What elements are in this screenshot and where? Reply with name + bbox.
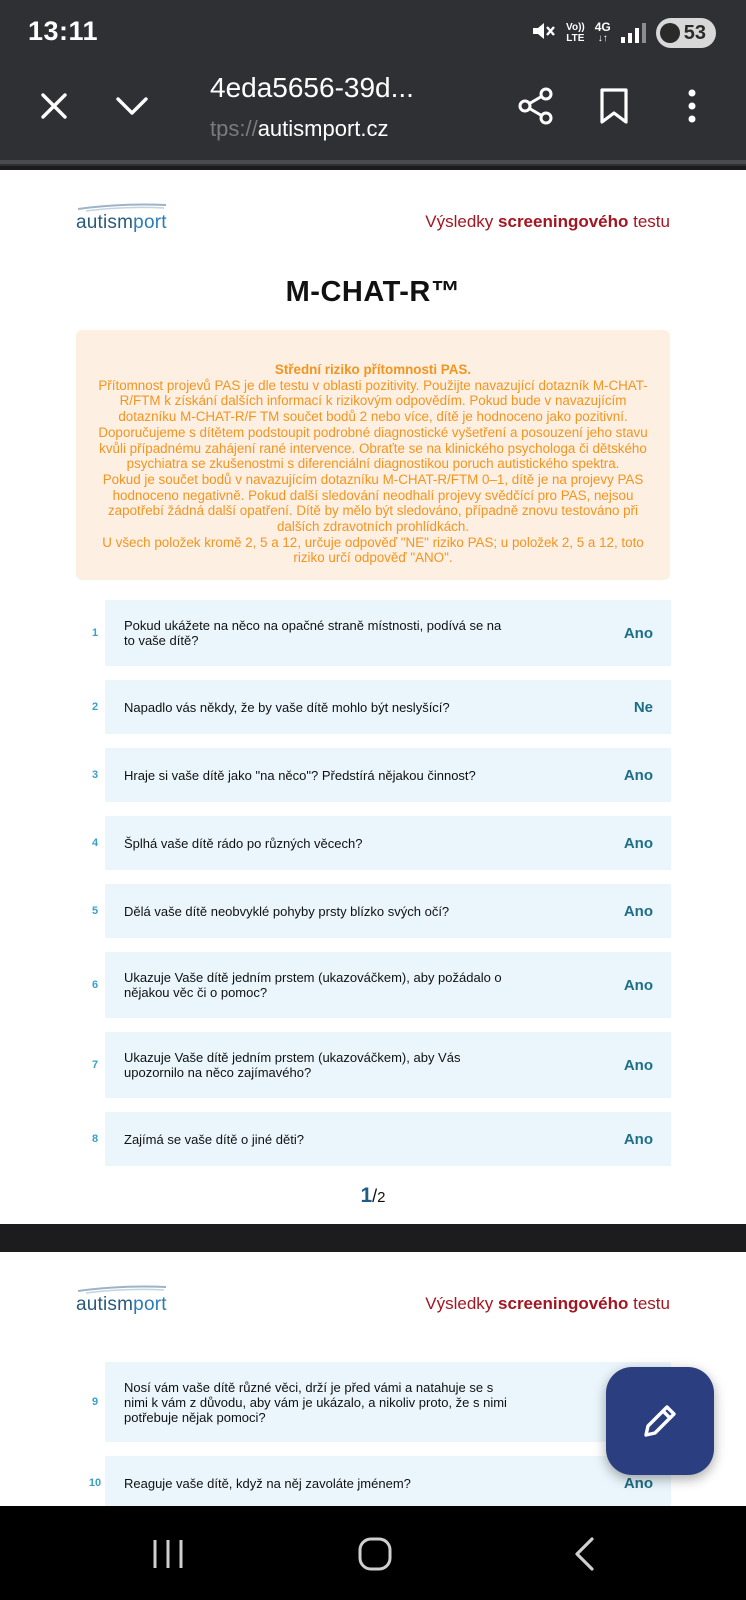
risk-summary-box [76,330,670,580]
logo-lines-icon [76,202,168,212]
question-answer: Ano [623,1056,653,1074]
question-card [105,1112,671,1166]
question-number: 6 [91,979,99,991]
question-number: 7 [91,1059,99,1071]
question-text: Napadlo vás někdy, že by vaše dítě mohlo být neslyšící? [124,699,450,715]
home-button[interactable] [347,1526,403,1582]
question-card [105,952,671,1018]
home-icon [356,1535,394,1573]
question-answer: Ne [633,698,653,716]
question-list [0,600,746,1180]
network-indicator: 4G ↓↑ [594,20,611,44]
question-answer: Ano [623,1130,653,1148]
question-answer: Ano [623,624,653,642]
question-text: Nosí vám vaše dítě různé věci, drží je před vámi a natahuje se s nimi k vám z důvodu, aby vám je ukázalo, a nikoliv proto, že s nimi potřebuje nějak pomoci? [124,1379,507,1425]
question-card [105,1456,671,1510]
question-number: 10 [88,1477,102,1489]
question-card [105,748,671,802]
question-row [0,952,746,1018]
status-time: 13:11 [28,16,99,46]
edit-fab-button[interactable] [606,1367,714,1475]
document-page-1 [0,170,746,1224]
page-title: 4eda5656-39d... [210,72,414,103]
question-number: 5 [91,905,99,917]
question-text: Pokud ukážete na něco na opačné straně místnosti, podívá se na to vaše dítě? [124,618,502,648]
chrome-divider [0,160,746,164]
question-row [0,600,746,666]
question-text: Zajímá se vaše dítě o jiné děti? [124,1131,304,1147]
question-number: 3 [91,769,99,781]
risk-body-scoring: U všech položek kromě 2, 5 a 12, určuje odpověď "NE" riziko PAS; u položek 2, 5 a 12, toto riziko určí odpověď "ANO". [102,534,644,566]
more-options-button[interactable] [666,80,718,132]
page-header-label: Výsledky screeningového testu [425,212,670,231]
recent-apps-button[interactable] [140,1526,196,1582]
question-answer: Ano [623,1474,653,1492]
question-card [105,816,671,870]
signal-icon [621,23,646,43]
question-row [0,1032,746,1098]
question-text: Dělá vaše dítě neobvyklé pohyby prsty blízko svých očí? [124,903,450,919]
question-answer: Ano [623,976,653,994]
browser-chrome [0,0,746,166]
question-text: Šplhá vaše dítě rádo po různých věcech? [124,835,363,851]
question-card [105,1362,671,1442]
question-card [105,1032,671,1098]
question-row [0,816,746,870]
question-number: 4 [91,837,99,849]
logo-lines-icon [76,1284,168,1294]
more-vert-icon [686,88,698,124]
page-indicator: 1/2 [360,1184,386,1207]
share-button[interactable] [510,80,562,132]
question-row [0,748,746,802]
system-nav-bar [0,1506,746,1600]
battery-indicator: 53 [656,18,716,48]
question-answer: Ano [623,766,653,784]
question-card [105,884,671,938]
question-text: Reaguje vaše dítě, když na něj zavoláte jménem? [124,1475,411,1491]
question-row [0,884,746,938]
question-text: Ukazuje Vaše dítě jedním prstem (ukazováčkem), aby Vás upozornilo na něco zajímavého? [124,1050,461,1080]
expand-button[interactable] [106,80,158,132]
mute-icon [530,19,556,48]
volte-indicator: Vo)) LTE [566,22,585,44]
close-icon [39,91,69,121]
question-number: 2 [91,701,99,713]
battery-saver-icon [660,23,680,43]
question-answer: Ano [623,834,653,852]
question-card [105,680,671,734]
autismport-logo: autismport [76,202,168,234]
risk-body: Přítomnost projevů PAS je dle testu v oblasti pozitivity. Použijte navazující dotazník M-CHAT-R/FTM k získání dalších informací k rizikovým odpovědím. Pokud bude v navazujícím dotazníku M-CHAT-R/F TM součet bodů 2 nebo více, dítě je hodnoceno jako pozitivní. Doporučujeme s dítětem podstoupit podrobné diagnostické vyšetření a posouzení jeho stavu kvůli případnému zahájení rané intervence. Obraťte se na klinického psychologa či dětského psychiatra se zkušenostmi s diferenciální diagnostikou poruch autistického spektra. [98,377,648,472]
risk-title: Střední riziko přítomnosti PAS. [274,362,472,377]
bookmark-button[interactable] [588,80,640,132]
question-answer: Ano [623,902,653,920]
back-button[interactable] [557,1526,613,1582]
page-header-label: Výsledky screeningového testu [425,1294,670,1313]
back-icon [572,1536,598,1572]
question-text: Ukazuje Vaše dítě jedním prstem (ukazováčkem), aby požádalo o nějakou věc či o pomoc? [124,970,502,1000]
question-row [0,1112,746,1166]
question-row [0,680,746,734]
status-icons [530,18,716,48]
question-text: Hraje si vaše dítě jako "na něco"? Předstírá nějakou činnost? [124,767,476,783]
chevron-down-icon [115,95,149,117]
document-viewer[interactable] [0,166,746,1506]
document-title: M-CHAT-R™ [285,276,461,308]
question-number: 1 [91,627,99,639]
url-host[interactable]: tps://autismport.cz [210,116,389,141]
recent-apps-icon [150,1537,186,1571]
question-number: 8 [91,1133,99,1145]
bookmark-icon [599,87,629,125]
question-card [105,600,671,666]
close-button[interactable] [28,80,80,132]
pencil-icon [638,1399,682,1443]
risk-body-negative: Pokud je součet bodů v navazujícím dotazníku M-CHAT-R/FTM 0–1, dítě je na projevy PAS hodnoceno negativně. Pokud další sledování neodhalí projevy svědčící pro PAS, nejsou zapotřebí žádná další opatření. Dítě by mělo být sledováno, případně znovu testováno při dalších zdravotních prohlídkách. [102,471,644,535]
question-number: 9 [91,1396,99,1408]
share-icon [516,86,556,126]
autismport-logo: autismport [76,1284,168,1316]
